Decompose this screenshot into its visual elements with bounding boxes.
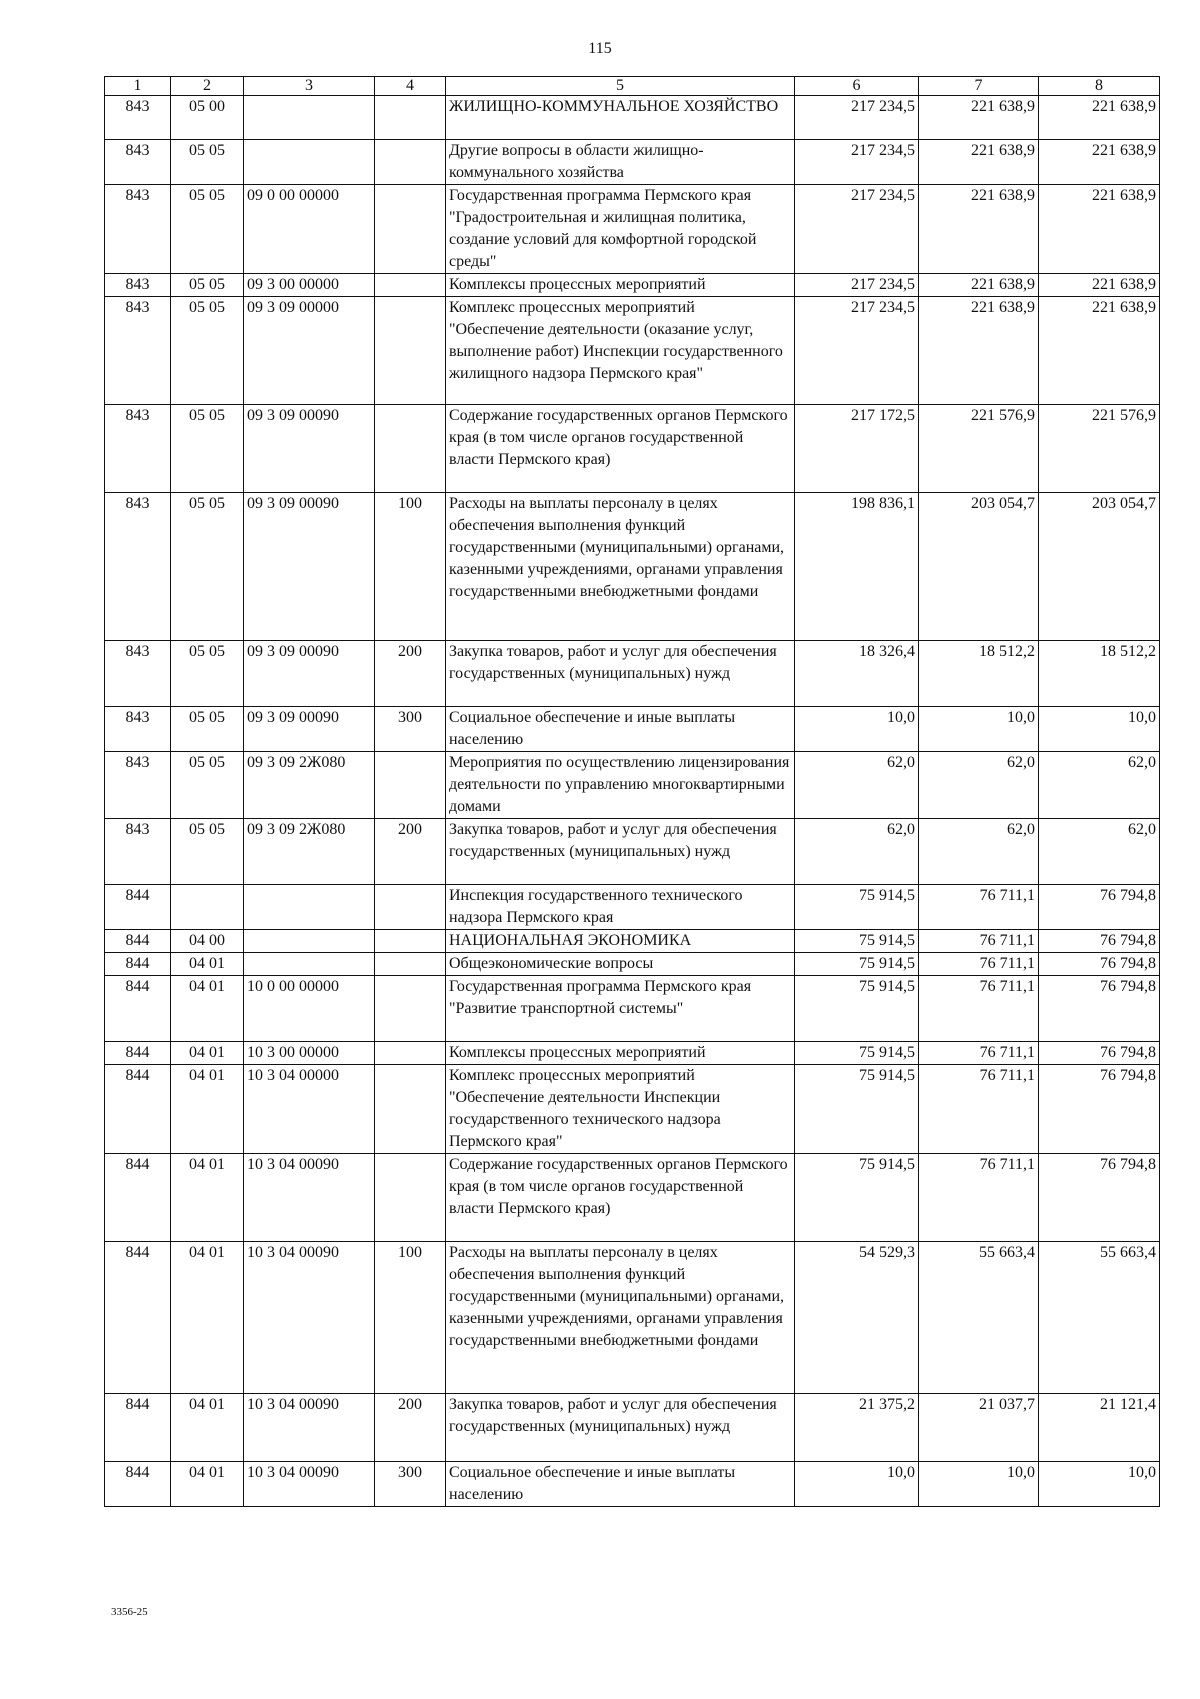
cell-section-code: 05 05	[171, 185, 244, 274]
cell-ministry-code: 843	[105, 707, 171, 752]
cell-expense-type: 200	[375, 819, 446, 885]
cell-value-7: 76 711,1	[919, 976, 1039, 1042]
cell-value-6: 75 914,5	[795, 953, 919, 976]
table-row	[105, 140, 1160, 185]
cell-name: Расходы на выплаты персоналу в целях обеспечения выполнения функций государственными (муниципальными) органами, казенными учреждениями, органами управления государственными внебюджетными фондами	[446, 1242, 795, 1394]
cell-value-8: 203 054,7	[1039, 493, 1160, 641]
table-row	[105, 930, 1160, 953]
cell-expense-type	[375, 1154, 446, 1242]
cell-ministry-code: 844	[105, 1042, 171, 1065]
document-code: 3356-25	[111, 1606, 148, 1618]
cell-value-8: 221 638,9	[1039, 297, 1160, 405]
cell-expense-type	[375, 405, 446, 493]
cell-expense-type	[375, 185, 446, 274]
cell-value-7: 221 638,9	[919, 140, 1039, 185]
table-row	[105, 1065, 1160, 1154]
cell-expense-type: 300	[375, 707, 446, 752]
cell-value-6: 217 234,5	[795, 140, 919, 185]
table-row	[105, 1394, 1160, 1462]
column-header: 2	[171, 77, 244, 96]
table-row	[105, 819, 1160, 885]
table-row	[105, 96, 1160, 140]
cell-expense-type	[375, 930, 446, 953]
cell-ministry-code: 843	[105, 405, 171, 493]
cell-expense-type: 200	[375, 641, 446, 707]
cell-ministry-code: 843	[105, 493, 171, 641]
cell-expense-type	[375, 1042, 446, 1065]
cell-target-article: 09 3 09 00090	[244, 405, 375, 493]
cell-name: ЖИЛИЩНО-КОММУНАЛЬНОЕ ХОЗЯЙСТВО	[446, 96, 795, 140]
cell-target-article: 09 3 09 00090	[244, 493, 375, 641]
cell-value-8: 76 794,8	[1039, 1065, 1160, 1154]
cell-value-8: 10,0	[1039, 707, 1160, 752]
cell-ministry-code: 843	[105, 819, 171, 885]
table-row	[105, 1462, 1160, 1507]
cell-expense-type	[375, 885, 446, 930]
cell-ministry-code: 844	[105, 976, 171, 1042]
cell-section-code: 05 05	[171, 707, 244, 752]
cell-target-article: 09 3 00 00000	[244, 274, 375, 297]
cell-name: Социальное обеспечение и иные выплаты населению	[446, 1462, 795, 1507]
cell-name: Расходы на выплаты персоналу в целях обеспечения выполнения функций государственными (муниципальными) органами, казенными учреждениями, органами управления государственными внебюджетными фондами	[446, 493, 795, 641]
cell-target-article: 09 0 00 00000	[244, 185, 375, 274]
cell-value-8: 221 638,9	[1039, 96, 1160, 140]
cell-ministry-code: 844	[105, 1242, 171, 1394]
cell-expense-type: 200	[375, 1394, 446, 1462]
cell-target-article	[244, 930, 375, 953]
cell-expense-type: 300	[375, 1462, 446, 1507]
cell-name: Закупка товаров, работ и услуг для обеспечения государственных (муниципальных) нужд	[446, 641, 795, 707]
cell-value-8: 62,0	[1039, 819, 1160, 885]
cell-ministry-code: 844	[105, 1065, 171, 1154]
cell-expense-type: 100	[375, 1242, 446, 1394]
cell-target-article: 10 3 04 00090	[244, 1462, 375, 1507]
cell-section-code: 04 01	[171, 976, 244, 1042]
cell-value-6: 10,0	[795, 1462, 919, 1507]
cell-name: Социальное обеспечение и иные выплаты населению	[446, 707, 795, 752]
cell-value-6: 10,0	[795, 707, 919, 752]
cell-section-code: 05 05	[171, 140, 244, 185]
cell-ministry-code: 843	[105, 641, 171, 707]
cell-ministry-code: 843	[105, 274, 171, 297]
cell-expense-type: 100	[375, 493, 446, 641]
cell-target-article	[244, 140, 375, 185]
cell-value-6: 75 914,5	[795, 930, 919, 953]
cell-section-code	[171, 885, 244, 930]
cell-value-7: 10,0	[919, 707, 1039, 752]
cell-value-6: 75 914,5	[795, 1042, 919, 1065]
cell-name: Государственная программа Пермского края "Развитие транспортной системы"	[446, 976, 795, 1042]
cell-target-article: 10 3 04 00000	[244, 1065, 375, 1154]
cell-value-8: 221 638,9	[1039, 185, 1160, 274]
cell-ministry-code: 843	[105, 297, 171, 405]
cell-value-6: 217 172,5	[795, 405, 919, 493]
cell-value-6: 217 234,5	[795, 96, 919, 140]
cell-value-7: 76 711,1	[919, 953, 1039, 976]
cell-ministry-code: 844	[105, 885, 171, 930]
cell-section-code: 04 00	[171, 930, 244, 953]
cell-value-8: 10,0	[1039, 1462, 1160, 1507]
cell-target-article	[244, 96, 375, 140]
cell-target-article: 09 3 09 00090	[244, 707, 375, 752]
table-row	[105, 885, 1160, 930]
cell-value-7: 21 037,7	[919, 1394, 1039, 1462]
table-row	[105, 1042, 1160, 1065]
cell-name: Другие вопросы в области жилищно-коммунального хозяйства	[446, 140, 795, 185]
cell-section-code: 04 01	[171, 953, 244, 976]
cell-value-7: 221 638,9	[919, 96, 1039, 140]
cell-section-code: 05 05	[171, 297, 244, 405]
cell-ministry-code: 843	[105, 96, 171, 140]
table-header-row	[105, 77, 1160, 96]
cell-value-8: 76 794,8	[1039, 976, 1160, 1042]
cell-section-code: 04 01	[171, 1462, 244, 1507]
cell-target-article: 09 3 09 00000	[244, 297, 375, 405]
cell-value-6: 75 914,5	[795, 1065, 919, 1154]
cell-value-6: 62,0	[795, 752, 919, 819]
table-row	[105, 641, 1160, 707]
table-row	[105, 405, 1160, 493]
cell-value-6: 217 234,5	[795, 297, 919, 405]
cell-target-article: 09 3 09 00090	[244, 641, 375, 707]
cell-value-6: 198 836,1	[795, 493, 919, 641]
cell-value-6: 75 914,5	[795, 976, 919, 1042]
cell-section-code: 04 01	[171, 1042, 244, 1065]
cell-target-article: 10 3 04 00090	[244, 1394, 375, 1462]
cell-name: Комплекс процессных мероприятий "Обеспечение деятельности (оказание услуг, выполнение работ) Инспекции государственного жилищного надзора Пермского края"	[446, 297, 795, 405]
cell-ministry-code: 844	[105, 1154, 171, 1242]
cell-value-7: 221 638,9	[919, 297, 1039, 405]
table-row	[105, 752, 1160, 819]
cell-name: Закупка товаров, работ и услуг для обеспечения государственных (муниципальных) нужд	[446, 819, 795, 885]
cell-expense-type	[375, 140, 446, 185]
cell-expense-type	[375, 953, 446, 976]
cell-target-article: 09 3 09 2Ж080	[244, 752, 375, 819]
cell-value-8: 221 638,9	[1039, 140, 1160, 185]
cell-section-code: 05 00	[171, 96, 244, 140]
cell-target-article: 10 3 00 00000	[244, 1042, 375, 1065]
cell-section-code: 04 01	[171, 1242, 244, 1394]
cell-name: Комплекс процессных мероприятий "Обеспечение деятельности Инспекции государственного технического надзора Пермского края"	[446, 1065, 795, 1154]
cell-name: Закупка товаров, работ и услуг для обеспечения государственных (муниципальных) нужд	[446, 1394, 795, 1462]
table-row	[105, 297, 1160, 405]
cell-value-8: 76 794,8	[1039, 930, 1160, 953]
cell-section-code: 05 05	[171, 405, 244, 493]
cell-value-7: 221 576,9	[919, 405, 1039, 493]
cell-ministry-code: 844	[105, 1462, 171, 1507]
table-row	[105, 493, 1160, 641]
cell-name: Комплексы процессных мероприятий	[446, 274, 795, 297]
cell-target-article	[244, 953, 375, 976]
cell-name: Мероприятия по осуществлению лицензирования деятельности по управлению многоквартирными домами	[446, 752, 795, 819]
cell-section-code: 05 05	[171, 752, 244, 819]
cell-value-8: 76 794,8	[1039, 1154, 1160, 1242]
cell-value-7: 76 711,1	[919, 885, 1039, 930]
cell-target-article: 10 3 04 00090	[244, 1154, 375, 1242]
cell-section-code: 05 05	[171, 274, 244, 297]
cell-name: Государственная программа Пермского края "Градостроительная и жилищная политика, создание условий для комфортной городской среды"	[446, 185, 795, 274]
cell-value-7: 203 054,7	[919, 493, 1039, 641]
cell-value-6: 18 326,4	[795, 641, 919, 707]
cell-value-7: 18 512,2	[919, 641, 1039, 707]
cell-value-6: 62,0	[795, 819, 919, 885]
cell-section-code: 04 01	[171, 1154, 244, 1242]
cell-name: Содержание государственных органов Пермского края (в том числе органов государственной власти Пермского края)	[446, 405, 795, 493]
cell-ministry-code: 844	[105, 953, 171, 976]
cell-name: Общеэкономические вопросы	[446, 953, 795, 976]
cell-expense-type	[375, 752, 446, 819]
cell-ministry-code: 844	[105, 930, 171, 953]
cell-expense-type	[375, 297, 446, 405]
cell-ministry-code: 844	[105, 1394, 171, 1462]
column-header: 6	[795, 77, 919, 96]
cell-value-7: 55 663,4	[919, 1242, 1039, 1394]
cell-value-7: 76 711,1	[919, 1154, 1039, 1242]
cell-value-6: 75 914,5	[795, 885, 919, 930]
cell-name: Инспекция государственного технического надзора Пермского края	[446, 885, 795, 930]
column-header: 3	[244, 77, 375, 96]
column-header: 8	[1039, 77, 1160, 96]
cell-value-8: 221 638,9	[1039, 274, 1160, 297]
table-row	[105, 274, 1160, 297]
table-row	[105, 953, 1160, 976]
cell-value-8: 76 794,8	[1039, 1042, 1160, 1065]
cell-value-8: 62,0	[1039, 752, 1160, 819]
column-header: 1	[105, 77, 171, 96]
cell-value-7: 76 711,1	[919, 1065, 1039, 1154]
table-row	[105, 185, 1160, 274]
budget-table	[104, 76, 1160, 1507]
cell-value-8: 21 121,4	[1039, 1394, 1160, 1462]
cell-section-code: 05 05	[171, 493, 244, 641]
table-row	[105, 976, 1160, 1042]
cell-target-article	[244, 885, 375, 930]
column-header: 5	[446, 77, 795, 96]
cell-section-code: 04 01	[171, 1394, 244, 1462]
cell-value-7: 76 711,1	[919, 1042, 1039, 1065]
cell-value-7: 221 638,9	[919, 185, 1039, 274]
cell-section-code: 05 05	[171, 641, 244, 707]
cell-value-7: 221 638,9	[919, 274, 1039, 297]
cell-expense-type	[375, 274, 446, 297]
table-row	[105, 1154, 1160, 1242]
cell-expense-type	[375, 1065, 446, 1154]
table-row	[105, 707, 1160, 752]
cell-value-7: 62,0	[919, 752, 1039, 819]
cell-value-8: 76 794,8	[1039, 953, 1160, 976]
cell-name: Содержание государственных органов Пермского края (в том числе органов государственной власти Пермского края)	[446, 1154, 795, 1242]
cell-value-8: 221 576,9	[1039, 405, 1160, 493]
table-body	[105, 96, 1160, 1507]
column-header: 4	[375, 77, 446, 96]
cell-value-8: 18 512,2	[1039, 641, 1160, 707]
cell-value-6: 54 529,3	[795, 1242, 919, 1394]
cell-target-article: 10 3 04 00090	[244, 1242, 375, 1394]
cell-target-article: 09 3 09 2Ж080	[244, 819, 375, 885]
cell-value-6: 75 914,5	[795, 1154, 919, 1242]
cell-value-6: 217 234,5	[795, 185, 919, 274]
cell-value-6: 217 234,5	[795, 274, 919, 297]
cell-expense-type	[375, 976, 446, 1042]
cell-value-7: 10,0	[919, 1462, 1039, 1507]
cell-expense-type	[375, 96, 446, 140]
cell-name: НАЦИОНАЛЬНАЯ ЭКОНОМИКА	[446, 930, 795, 953]
column-header: 7	[919, 77, 1039, 96]
cell-section-code: 05 05	[171, 819, 244, 885]
cell-value-6: 21 375,2	[795, 1394, 919, 1462]
cell-value-7: 76 711,1	[919, 930, 1039, 953]
cell-name: Комплексы процессных мероприятий	[446, 1042, 795, 1065]
cell-target-article: 10 0 00 00000	[244, 976, 375, 1042]
cell-value-8: 76 794,8	[1039, 885, 1160, 930]
cell-ministry-code: 843	[105, 140, 171, 185]
cell-ministry-code: 843	[105, 752, 171, 819]
cell-value-8: 55 663,4	[1039, 1242, 1160, 1394]
cell-section-code: 04 01	[171, 1065, 244, 1154]
page-number: 115	[588, 40, 612, 57]
cell-value-7: 62,0	[919, 819, 1039, 885]
table-row	[105, 1242, 1160, 1394]
cell-ministry-code: 843	[105, 185, 171, 274]
